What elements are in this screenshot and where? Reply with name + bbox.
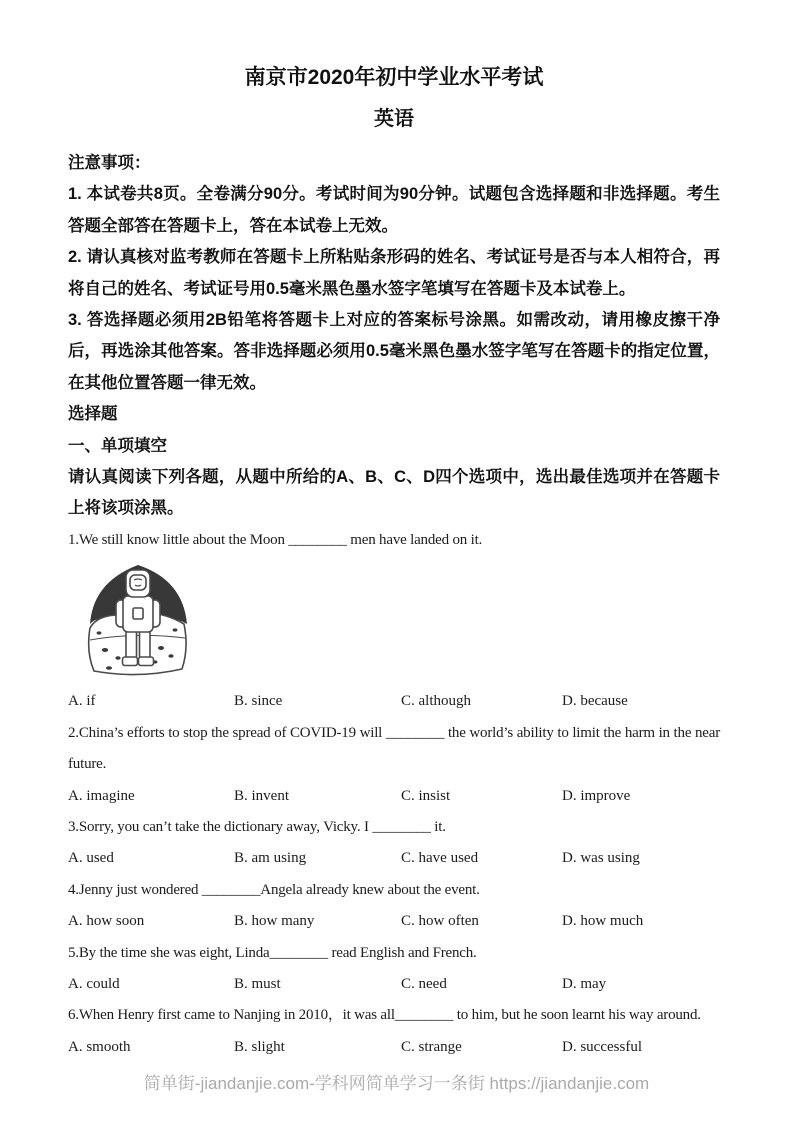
question-text: 3.Sorry, you can’t take the dictionary away, Vicky. I ________ it. [68, 818, 446, 835]
option-d: D. how much [562, 913, 644, 930]
question-block-1 [68, 525, 720, 718]
option-c: C. although [401, 693, 471, 710]
question-block-4 [68, 875, 720, 938]
option-c: C. how often [401, 913, 479, 930]
options-row [68, 686, 720, 717]
question-block-2 [68, 718, 720, 812]
option-d: D. improve [562, 787, 631, 804]
question-block-3 [68, 812, 720, 875]
option-b: B. how many [234, 913, 315, 930]
option-b: B. slight [234, 1038, 285, 1055]
options-row [68, 1032, 720, 1063]
notice-item-1: 1. 本试卷共8页。全卷满分90分。考试时间为90分钟。试题包含选择题和非选择题。考生答题全部答在答题卡上，答在本试卷上无效。 [68, 185, 720, 235]
option-b: B. since [234, 693, 283, 710]
option-d: D. may [562, 975, 607, 992]
options-row [68, 781, 720, 812]
option-b: B. must [234, 975, 281, 992]
option-d: D. because [562, 693, 628, 710]
notice-item-3: 3. 答选择题必须用2B铅笔将答题卡上对应的答案标号涂黑。如需改动，请用橡皮擦干净后，再选涂其他答案。答非选择题必须用0.5毫米黑色墨水签字笔写在答题卡的指定位置，在其他位置答题一律无效。 [68, 311, 720, 392]
option-d: D. was using [562, 850, 640, 867]
astronaut-on-moon-illustration [85, 558, 191, 676]
question-block-6 [68, 1000, 720, 1063]
option-b: B. am using [234, 850, 307, 867]
option-c: C. strange [401, 1038, 462, 1055]
options-row [68, 906, 720, 937]
options-row [68, 843, 720, 874]
option-a: A. if [68, 693, 96, 710]
watermark-footer: 简单街-jiandanjie.com-学科网简单学习一条街 https://jiandanjie.com [143, 1074, 650, 1093]
option-c: C. have used [401, 850, 479, 867]
notice-item-2: 2. 请认真核对监考教师在答题卡上所粘贴条形码的姓名、考试证号是否与本人相符合，再将自己的姓名、考试证号用0.5毫米黑色墨水签字笔填写在答题卡及本试卷上。 [68, 248, 720, 298]
question-text: 1.We still know little about the Moon ________ men have landed on it. [68, 531, 483, 548]
page-content [0, 58, 793, 1063]
option-c: C. need [401, 975, 447, 992]
option-a: A. smooth [68, 1038, 131, 1055]
option-c: C. insist [401, 787, 451, 804]
option-a: A. could [68, 975, 120, 992]
question-text: 6.When Henry first came to Nanjing in 2010，it was all________ to him, but he soon learnt his way around. [68, 1007, 701, 1024]
question-block-5 [68, 938, 720, 1001]
section-heading: 选择题 [68, 405, 118, 424]
question-text: 5.By the time she was eight, Linda________ read English and French. [68, 944, 477, 961]
page-title: 南京市2020年初中学业水平考试 [244, 66, 544, 89]
option-d: D. successful [562, 1038, 642, 1055]
option-a: A. how soon [68, 913, 145, 930]
question-text: 2.China’s efforts to stop the spread of COVID-19 will ________ the world’s ability to limit the harm in the near future. [68, 724, 720, 773]
options-row [68, 969, 720, 1000]
option-b: B. invent [234, 787, 289, 804]
notice-heading: 注意事项： [68, 154, 151, 172]
question-text: 4.Jenny just wondered ________Angela already knew about the event. [68, 881, 480, 898]
part-instruction: 请认真阅读下列各题，从题中所给的A、B、C、D四个选项中，选出最佳选项并在答题卡上将该项涂黑。 [68, 468, 720, 518]
part-heading: 一、单项填空 [68, 436, 167, 455]
option-a: A. imagine [68, 787, 135, 804]
option-a: A. used [68, 850, 114, 867]
page-subtitle: 英语 [374, 108, 414, 130]
